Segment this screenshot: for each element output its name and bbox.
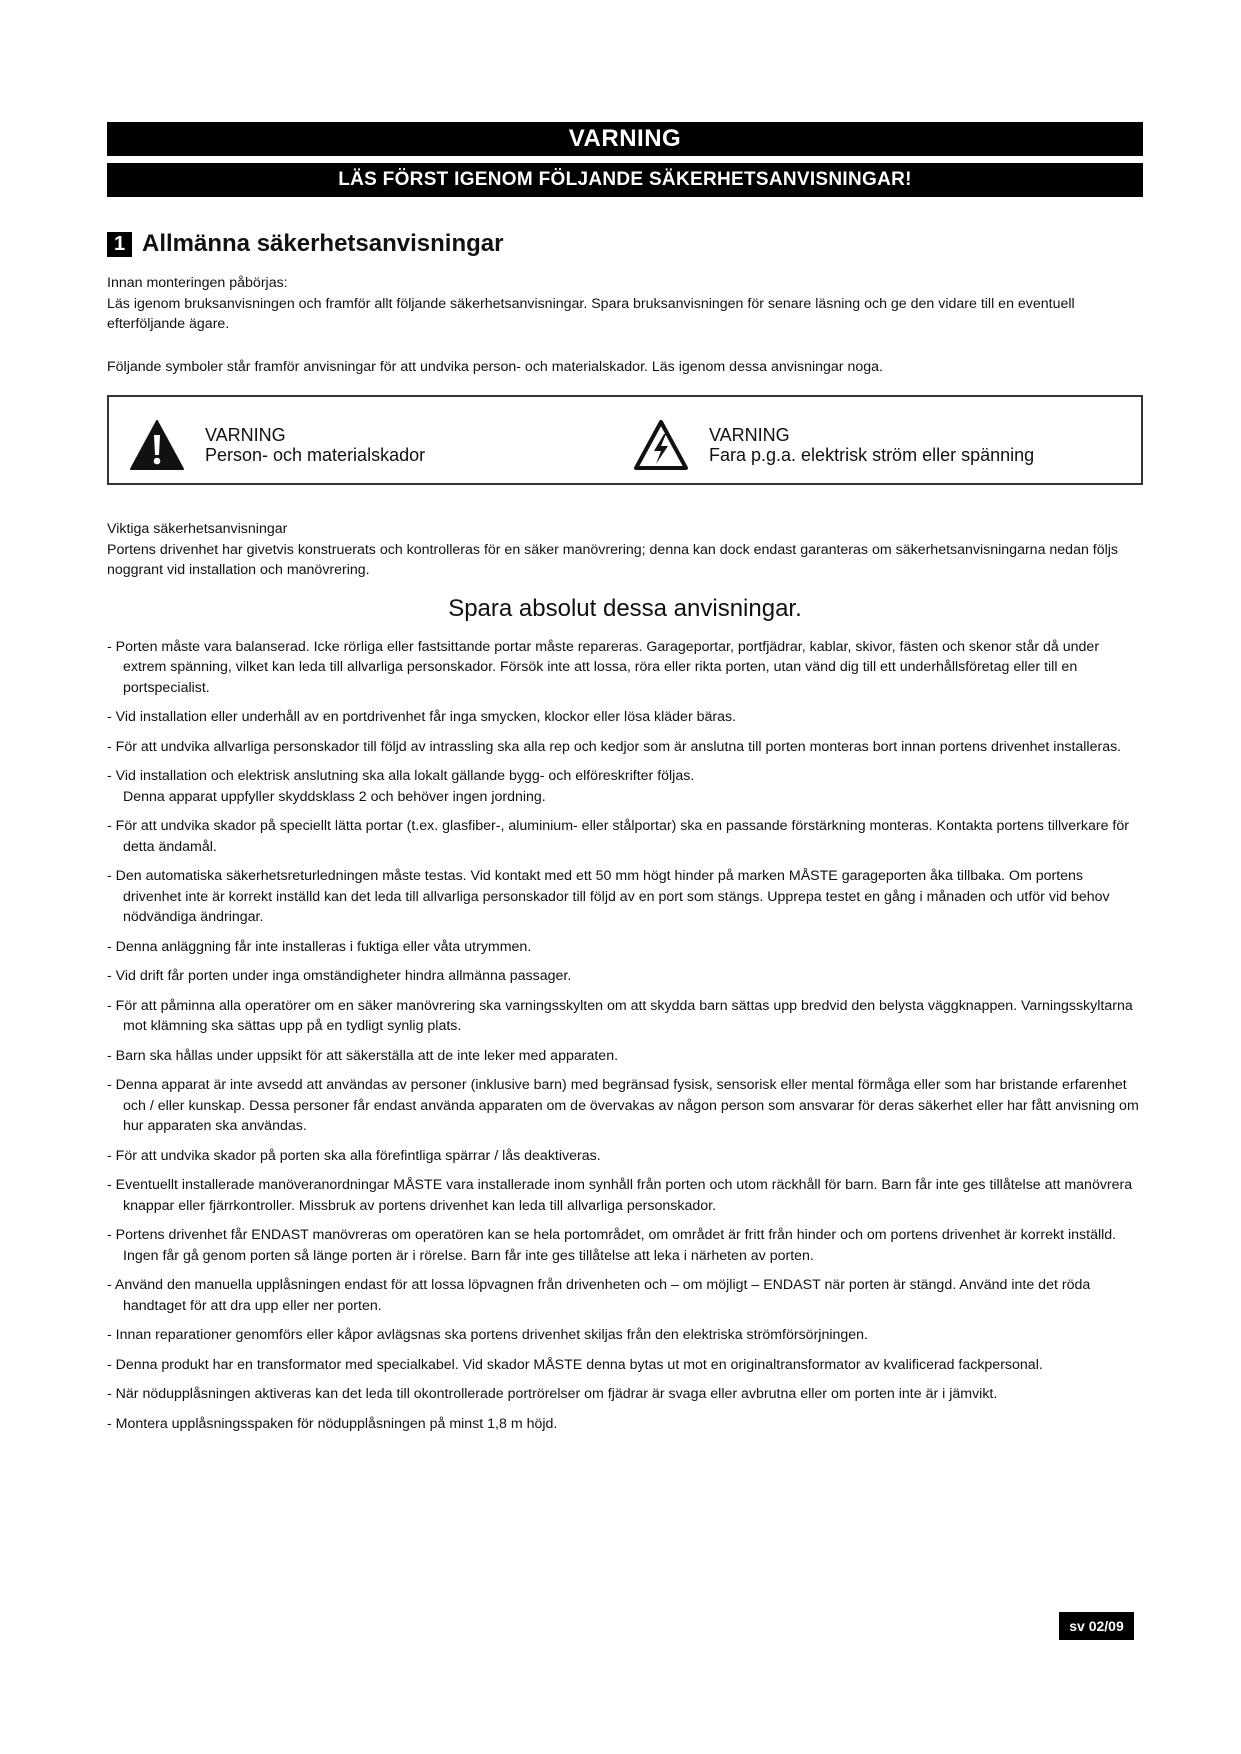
list-item-text: - Eventuellt installerade manöveranordningar MÅSTE vara installerade inom synhåll från porten och utom räckhåll för barn. Barn får inte ges tillåtelse att manövrera knappar eller fjärrkontroller. Missbruk av portens drivenhet kan leda till allvarliga personskador. bbox=[107, 1177, 1133, 1214]
list-item-text: - Den automatiska säkerhetsreturledningen måste testas. Vid kontakt med ett 50 mm högt hinder på marken MÅSTE garageporten åka tillbaka. Om portens drivenhet inte är korrekt inställd kan det leda till allvarliga personskador till följd av en port som stängs. Upprepa testet en gång i månaden och utför vid behov nödvändiga ändringar. bbox=[107, 868, 1110, 925]
symbol-electric-title: VARNING bbox=[709, 425, 790, 445]
symbol-electric-text bbox=[709, 425, 1034, 465]
symbol-general-warning bbox=[129, 419, 425, 471]
electric-warning-icon bbox=[633, 419, 689, 471]
symbol-general-text bbox=[205, 425, 425, 465]
list-item-text: - Använd den manuella upplåsningen endast för att lossa löpvagnen från drivenheten och – om möjligt – ENDAST när porten är stängd. Använd inte det röda handtaget för att dra upp eller ner porten. bbox=[107, 1277, 1091, 1314]
important-block bbox=[107, 519, 1143, 581]
list-item bbox=[107, 937, 1143, 958]
list-item-text: - För att undvika allvarliga personskador till följd av intrassling ska alla rep och kedjor som är anslutna till porten monteras bort innan portens drivenhet installeras. bbox=[107, 738, 1122, 755]
symbol-electric-desc: Fara p.g.a. elektrisk ström eller spänning bbox=[709, 445, 1035, 465]
list-item bbox=[107, 1384, 1143, 1405]
list-item-subtext: Denna apparat uppfyller skyddsklass 2 och behöver ingen jordning. bbox=[123, 788, 546, 805]
list-item-text: - Vid installation eller underhåll av en portdrivenhet får inga smycken, klockor eller lösa kläder bäras. bbox=[107, 709, 737, 725]
list-item-text: - För att undvika skador på porten ska alla förefintliga spärrar / lås deaktiveras. bbox=[107, 1147, 601, 1164]
page-content bbox=[107, 122, 1143, 1443]
list-item bbox=[107, 737, 1143, 758]
symbol-general-title: VARNING bbox=[205, 425, 286, 445]
list-item-text: - Montera upplåsningsspaken för nödupplåsningen på minst 1,8 m höjd. bbox=[107, 1415, 558, 1432]
warning-title-bar: VARNING bbox=[107, 122, 1143, 156]
list-item bbox=[107, 707, 1143, 728]
list-item-text: - Innan reparationer genomförs eller kåpor avlägsnas ska portens drivenhet skiljas från den elektriska strömförsörjningen. bbox=[107, 1327, 868, 1343]
list-item bbox=[107, 1275, 1143, 1316]
list-item-text: - Denna anläggning får inte installeras i fuktiga eller våta utrymmen. bbox=[107, 938, 532, 955]
list-item-text: - Barn ska hållas under uppsikt för att säkerställa att de inte leker med apparaten. bbox=[107, 1047, 619, 1064]
save-instructions-heading: Spara absolut dessa anvisningar. bbox=[448, 594, 802, 622]
section-title: Allmänna säkerhetsanvisningar bbox=[142, 230, 504, 257]
list-item bbox=[107, 866, 1143, 928]
important-text: Portens drivenhet har givetvis konstruerats och kontrolleras för en säker manövrering; denna kan dock endast garanteras om säkerhetsanvisningarna nedan följs noggrant vid installation och manövrering. bbox=[107, 541, 1119, 578]
page-number-badge: sv 02/09 bbox=[1059, 1612, 1134, 1640]
list-item-text: - När nödupplåsningen aktiveras kan det leda till okontrollerade portrörelser om fjädrar är svaga eller avbrutna eller om porten inte är i jämvikt. bbox=[107, 1386, 998, 1402]
list-item bbox=[107, 637, 1143, 699]
list-item bbox=[107, 1225, 1143, 1266]
intro-line-2: Läs igenom bruksanvisningen och framför allt följande säkerhetsanvisningar. Spara bruksanvisningen för senare läsning och ge den vidare till en eventuell efterföljande ägare. bbox=[107, 295, 1075, 332]
symbol-electric-warning bbox=[633, 419, 1034, 471]
list-item bbox=[107, 1075, 1143, 1137]
warning-subtitle-bar: LÄS FÖRST IGENOM FÖLJANDE SÄKERHETSANVISNINGAR! bbox=[107, 163, 1143, 197]
list-item bbox=[107, 996, 1143, 1037]
list-item bbox=[107, 1325, 1143, 1346]
intro-line-1: Innan monteringen påbörjas: bbox=[107, 275, 288, 291]
list-item-text: - Denna apparat är inte avsedd att användas av personer (inklusive barn) med begränsad fysisk, sensorisk eller mental förmåga eller som har bristande erfarenhet och / eller kunskap. Dessa personer får endast använda apparaten om de övervakas av någon person som ansvarar för deras säkerhet eller har fått anvisning om hur apparaten ska användas. bbox=[107, 1077, 1139, 1134]
safety-instructions-list bbox=[107, 637, 1143, 1435]
list-item bbox=[107, 1175, 1143, 1216]
list-item-text: - För att undvika skador på speciellt lätta portar (t.ex. glasfiber-, aluminium- eller stålportar) ska en passande förstärkning monteras. Kontakta portens tillverkare för detta ändamål. bbox=[107, 818, 1129, 855]
symbol-general-desc: Person- och materialskador bbox=[205, 445, 426, 465]
list-item bbox=[107, 816, 1143, 857]
list-item-text: - Vid drift får porten under inga omständigheter hindra allmänna passager. bbox=[107, 968, 572, 984]
important-heading: Viktiga säkerhetsanvisningar bbox=[107, 521, 288, 537]
section-heading bbox=[107, 229, 1143, 259]
list-item-text: - För att påminna alla operatörer om en säker manövrering ska varningsskylten om att skydda barn sättas upp bredvid den belysta väggknappen. Varningsskyltarna mot klämning ska sättas upp på en tydligt synlig plats. bbox=[107, 997, 1133, 1034]
section-number: 1 bbox=[107, 232, 132, 257]
intro-block bbox=[107, 273, 1143, 335]
list-item-text: - Denna produkt har en transformator med specialkabel. Vid skador MÅSTE denna bytas ut mot en originaltransformator av kvalificerad fackpersonal. bbox=[107, 1356, 1043, 1373]
list-item bbox=[107, 1146, 1143, 1167]
symbol-legend-box bbox=[107, 395, 1143, 485]
list-item bbox=[107, 1414, 1143, 1435]
list-item bbox=[107, 966, 1143, 987]
list-item bbox=[107, 1046, 1143, 1067]
symbols-description: Följande symboler står framför anvisningar för att undvika person- och materialskador. Läs igenom dessa anvisningar noga. bbox=[107, 358, 883, 375]
list-item bbox=[107, 1355, 1143, 1376]
list-item-text: - Portens drivenhet får ENDAST manövreras om operatören kan se hela portområdet, om området är fritt från hinder och om portens drivenhet är korrekt inställd. Ingen får gå genom porten så länge porten är i rörelse. Barn får inte ges tillåtelse att leka i närheten av porten. bbox=[107, 1227, 1117, 1264]
list-item bbox=[107, 766, 1143, 807]
warning-triangle-icon bbox=[129, 419, 185, 471]
list-item-text: - Porten måste vara balanserad. Icke rörliga eller fastsittande portar måste repareras. Garageportar, portfjädrar, kablar, skivor, fästen och skenor står då under extrem spänning, vilket kan leda till allvarliga personskador. Försök inte att lossa, röra eller rikta porten, utan vänd dig till ett underhållsföretag eller till en portspecialist. bbox=[107, 638, 1100, 696]
list-item-text: - Vid installation och elektrisk anslutning ska alla lokalt gällande bygg- och elföreskrifter följas. bbox=[107, 768, 695, 784]
